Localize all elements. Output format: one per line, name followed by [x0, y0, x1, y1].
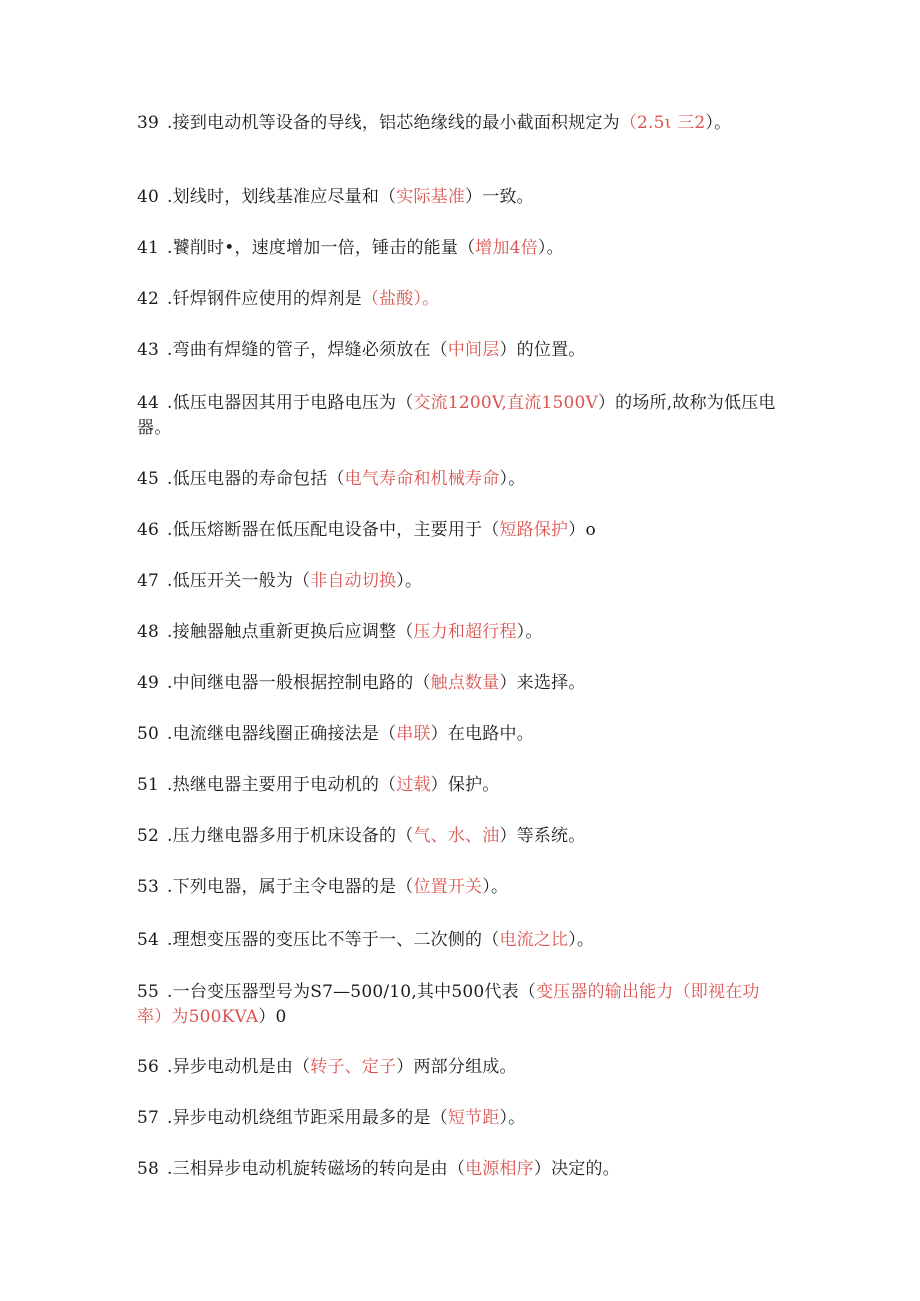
question-number: 58: [137, 1159, 160, 1179]
question-43: [137, 338, 777, 363]
answer-text: 增加4倍: [475, 238, 538, 258]
answer-text: 电气寿命和机械寿命: [344, 469, 500, 489]
question-number: 42: [137, 289, 160, 309]
question-44: [137, 391, 777, 441]
question-number: 39: [137, 113, 160, 133]
question-text: .钎焊钢件应使用的焊剂是: [167, 289, 362, 309]
answer-text: 短路保护: [499, 520, 569, 540]
question-number: 52: [137, 826, 160, 846]
question-text: .异步电动机是由（: [167, 1057, 311, 1077]
question-text-end: ）o: [568, 520, 596, 540]
question-number: 47: [137, 571, 160, 591]
question-text: .饕削时•，速度增加一倍，锤击的能量（: [167, 238, 476, 258]
question-text-end: ）。: [568, 930, 595, 950]
question-number: 45: [137, 469, 160, 489]
answer-text: 压力和超行程: [413, 622, 517, 642]
question-text: .电流继电器线圈正确接法是（: [167, 724, 397, 744]
answer-text: （2.5ι 三2: [619, 113, 706, 133]
question-text: .异步电动机绕组节距采用最多的是（: [167, 1108, 448, 1128]
question-text: .中间继电器一般根据控制电路的（: [167, 673, 431, 693]
question-48: [137, 620, 777, 645]
question-42: [137, 287, 777, 312]
question-number: 50: [137, 724, 160, 744]
answer-text: 短节距: [447, 1108, 500, 1128]
question-number: 44: [137, 393, 160, 413]
question-51: [137, 773, 777, 798]
question-number: 48: [137, 622, 160, 642]
answer-text: 实际基准: [396, 187, 466, 207]
question-text-end: ）来选择。: [499, 673, 586, 693]
question-47: [137, 569, 777, 594]
question-number: 54: [137, 930, 160, 950]
answer-text: 串联: [396, 724, 431, 744]
question-text-end: ）决定的。: [533, 1159, 620, 1179]
answer-text: 变压器的输出能力（即视在功率）为500KVA: [137, 982, 760, 1027]
question-58: [137, 1157, 777, 1182]
question-text-end: ）等系统。: [499, 826, 586, 846]
question-54: [137, 928, 777, 953]
question-text: .热继电器主要用于电动机的（: [167, 775, 397, 795]
question-56: [137, 1055, 777, 1080]
question-text: .接到电动机等设备的导线，铝芯绝缘线的最小截面积规定为: [167, 113, 620, 133]
question-number: 55: [137, 982, 160, 1002]
answer-text: （盐酸）。: [361, 289, 440, 309]
question-text: .压力继电器多用于机床设备的（: [167, 826, 414, 846]
question-41: [137, 236, 777, 261]
question-number: 56: [137, 1057, 160, 1077]
answer-text: 过载: [396, 775, 431, 795]
question-number: 49: [137, 673, 160, 693]
answer-text: 电源相序: [465, 1159, 534, 1179]
question-text: .三相异步电动机旋转磁场的转向是由（: [167, 1159, 466, 1179]
question-text: .接触器触点重新更换后应调整（: [167, 622, 414, 642]
answer-text: 交流1200V,直流1500V: [413, 393, 598, 413]
question-55: [137, 980, 777, 1030]
question-text-end: ）。: [516, 622, 543, 642]
question-text: .低压开关一般为（: [167, 571, 311, 591]
answer-text: 位置开关: [413, 877, 483, 897]
question-text: .理想变压器的变压比不等于一、二次侧的（: [167, 930, 500, 950]
question-number: 40: [137, 187, 160, 207]
question-number: 53: [137, 877, 160, 897]
question-57: [137, 1106, 777, 1131]
question-text-end: ）。: [499, 1108, 526, 1128]
question-text-end: ）两部分组成。: [396, 1057, 517, 1077]
question-text: .下列电器，属于主令电器的是（: [167, 877, 414, 897]
question-text-end: ）在电路中。: [430, 724, 534, 744]
question-number: 41: [137, 238, 160, 258]
question-text-end: ）0: [258, 1007, 287, 1027]
question-49: [137, 671, 777, 696]
question-text-end: ）。: [396, 571, 423, 591]
question-text: .弯曲有焊缝的管子，焊缝必须放在（: [167, 340, 448, 360]
question-39: [137, 111, 777, 136]
question-text: .低压电器因其用于电路电压为（: [167, 393, 414, 413]
answer-text: 触点数量: [430, 673, 500, 693]
question-number: 46: [137, 520, 160, 540]
question-number: 43: [137, 340, 160, 360]
question-text-end: ）。: [482, 877, 509, 897]
answer-text: 电流之比: [499, 930, 569, 950]
question-text-end: ）。: [537, 238, 564, 258]
question-45: [137, 467, 777, 492]
question-53: [137, 875, 777, 900]
question-number: 51: [137, 775, 160, 795]
question-text-end: ）的位置。: [499, 340, 586, 360]
question-text: .低压熔断器在低压配电设备中，主要用于（: [167, 520, 500, 540]
question-text-end: ）一致。: [465, 187, 534, 207]
answer-text: 转子、定子: [310, 1057, 397, 1077]
question-46: [137, 518, 777, 543]
question-text: .一台变压器型号为S7—500/10,其中500代表（: [167, 982, 536, 1002]
question-text-end: ）的场所,故称为低压电器。: [137, 393, 776, 438]
question-52: [137, 824, 777, 849]
question-40: [137, 185, 777, 210]
question-text-end: ）。: [705, 113, 732, 133]
question-50: [137, 722, 777, 747]
question-text: .划线时，划线基准应尽量和（: [167, 187, 397, 207]
question-text-end: ）保护。: [430, 775, 500, 795]
question-number: 57: [137, 1108, 160, 1128]
answer-text: 中间层: [447, 340, 500, 360]
question-text-end: ）。: [499, 469, 526, 489]
answer-text: 非自动切换: [310, 571, 397, 591]
answer-text: 气、水、油: [413, 826, 500, 846]
question-text: .低压电器的寿命包括（: [167, 469, 345, 489]
